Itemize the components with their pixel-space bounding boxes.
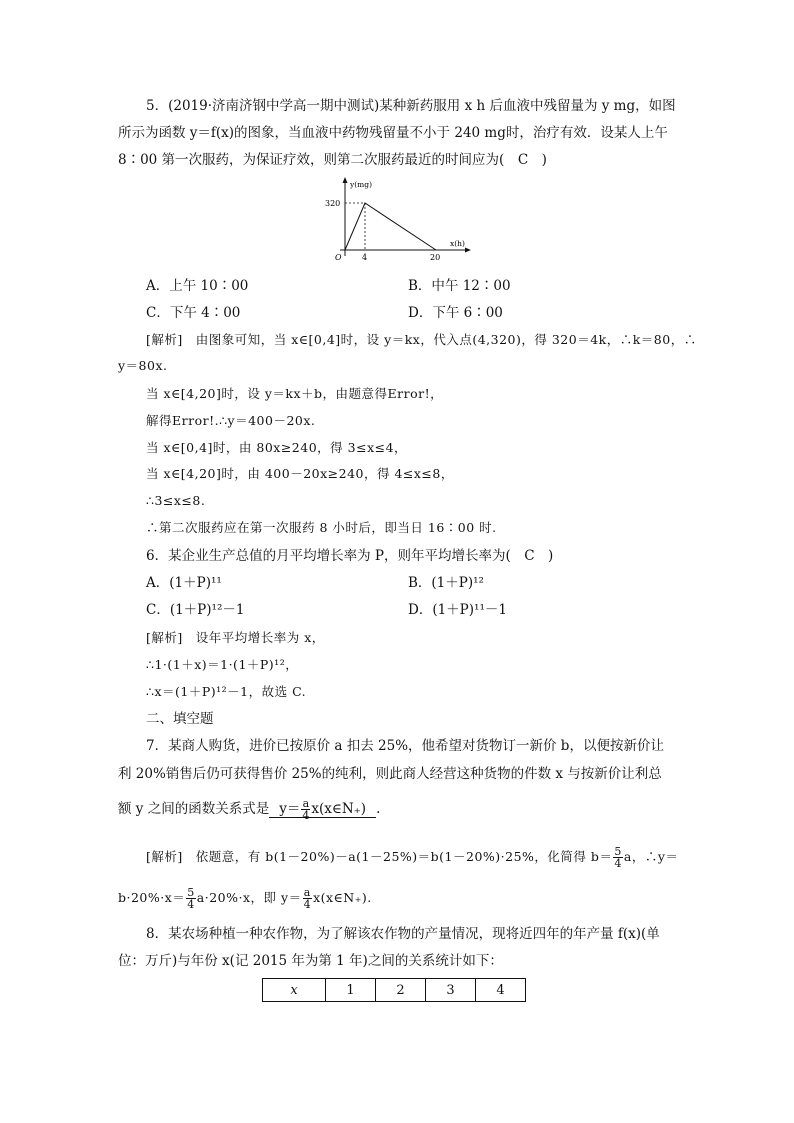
x-axis-arrow	[465, 248, 471, 253]
q5-solution-6: 当 x∈[4,20]时，由 400－20x≥240，得 4≤x≤8，	[146, 466, 454, 481]
q8-line-1: 8．某农场种植一种农作物，为了解该农作物的产量情况，现将近四年的年产量 f(x)(单	[146, 926, 660, 942]
q7-answer-fraction: $\frac{a}{4}$	[302, 797, 310, 822]
q5-solution-4: 解得Error!.∴y＝400－20x.	[146, 413, 316, 428]
q5-option-c: C．下午 4∶00	[146, 305, 241, 321]
table-cell: 3	[426, 979, 476, 1002]
table-row	[263, 979, 526, 1002]
table-cell: 1	[326, 979, 376, 1002]
table-cell: 4	[476, 979, 526, 1002]
q7-line-3: 额 y 之间的函数关系式是 y＝ $\frac{a}{4}$ x(x∈N₊) .	[118, 797, 381, 822]
q5-solution-7: ∴3≤x≤8.	[146, 493, 206, 508]
q7-line-2: 利 20%销售后仍可获得售价 25%的纯利，则此商人经营这种货物的件数 x 与按新价让利总	[118, 766, 662, 782]
q6-solution-2: ∴1·(1＋x)＝1·(1＋P)¹²，	[146, 657, 299, 672]
y-tick-320: 320	[325, 199, 341, 208]
q7-line-1: 7．某商人购货，进价已按原价 a 扣去 25%，他希望对货物订一新价 b，以便按新价让	[146, 738, 664, 754]
table-cell: x	[263, 979, 326, 1002]
x-tick-4: 4	[362, 253, 368, 262]
q5-solution-8: ∴第二次服药应在第一次服药 8 小时后，即当日 16∶00 时.	[146, 520, 497, 535]
section-heading: 二、填空题	[146, 711, 214, 727]
q5-option-a: A．上午 10∶00	[146, 278, 249, 294]
q5-solution-3: 当 x∈[4,20]时，设 y＝kx＋b，由题意得Error!，	[146, 386, 444, 401]
origin-label: O	[335, 253, 342, 262]
q6-option-d: D．(1＋P)¹¹－1	[408, 602, 507, 618]
q5-option-b: B．中午 12∶00	[408, 278, 511, 294]
q5-solution-1: [解析] 由图象可知，当 x∈[0,4]时，设 y＝kx，代入点(4,320)，得 320＝4k，∴k＝80，∴	[146, 332, 697, 347]
q5-solution-2: y＝80x.	[118, 358, 168, 373]
q5-graph	[310, 174, 480, 266]
q5-option-d: D．下午 6∶00	[408, 305, 503, 321]
q8-line-2: 位：万斤)与年份 x(记 2015 年为第 1 年)之间的关系统计如下：	[118, 953, 503, 969]
q6-option-a: A．(1＋P)¹¹	[146, 575, 222, 591]
x-tick-20: 20	[430, 253, 441, 262]
q6-solution-3: ∴x＝(1＋P)¹²－1，故选 C.	[146, 684, 307, 699]
q5-line-1: 5．(2019·济南济钢中学高一期中测试)某种新药服用 x h 后血液中残留量为 y mg，如图	[146, 98, 676, 114]
q7-solution-1: [解析] 依题意，有 b(1－20%)－a(1－25%)＝b(1－20%)·25%，化简得 b＝ $\frac{5}{4}$ a，∴y＝	[146, 845, 679, 870]
q6-option-b: B．(1＋P)¹²	[408, 575, 484, 591]
q6-option-c: C．(1＋P)¹²－1	[146, 602, 245, 618]
function-line	[345, 203, 436, 250]
q6-solution-1: [解析] 设年平均增长率为 x，	[146, 630, 325, 645]
q6-line-1: 6．某企业生产总值的月平均增长率为 P，则年平均增长率为( C )	[146, 548, 554, 564]
y-axis-label: y(mg)	[350, 180, 373, 189]
q5-solution-5: 当 x∈[0,4]时，由 80x≥240，得 3≤x≤4，	[146, 440, 408, 455]
x-axis-label: x(h)	[450, 239, 465, 248]
q5-line-2: 所示为函数 y＝f(x)的图象，当血液中药物残留量不小于 240 mg时，治疗有效．设某人上午	[118, 125, 668, 141]
q8-table	[262, 978, 526, 1002]
q7-answer-blank: y＝ $\frac{a}{4}$ x(x∈N₊)	[269, 801, 376, 818]
q5-line-3: 8∶00 第一次服药，为保证疗效，则第二次服药最近的时间应为( C )	[118, 152, 547, 168]
q7-solution-2: b·20%·x＝ $\frac{5}{4}$ a·20%·x，即 y＝ $\frac{a}{4}$ x(x∈N₊).	[118, 886, 372, 911]
table-cell: 2	[376, 979, 426, 1002]
y-axis-arrow	[343, 177, 348, 183]
